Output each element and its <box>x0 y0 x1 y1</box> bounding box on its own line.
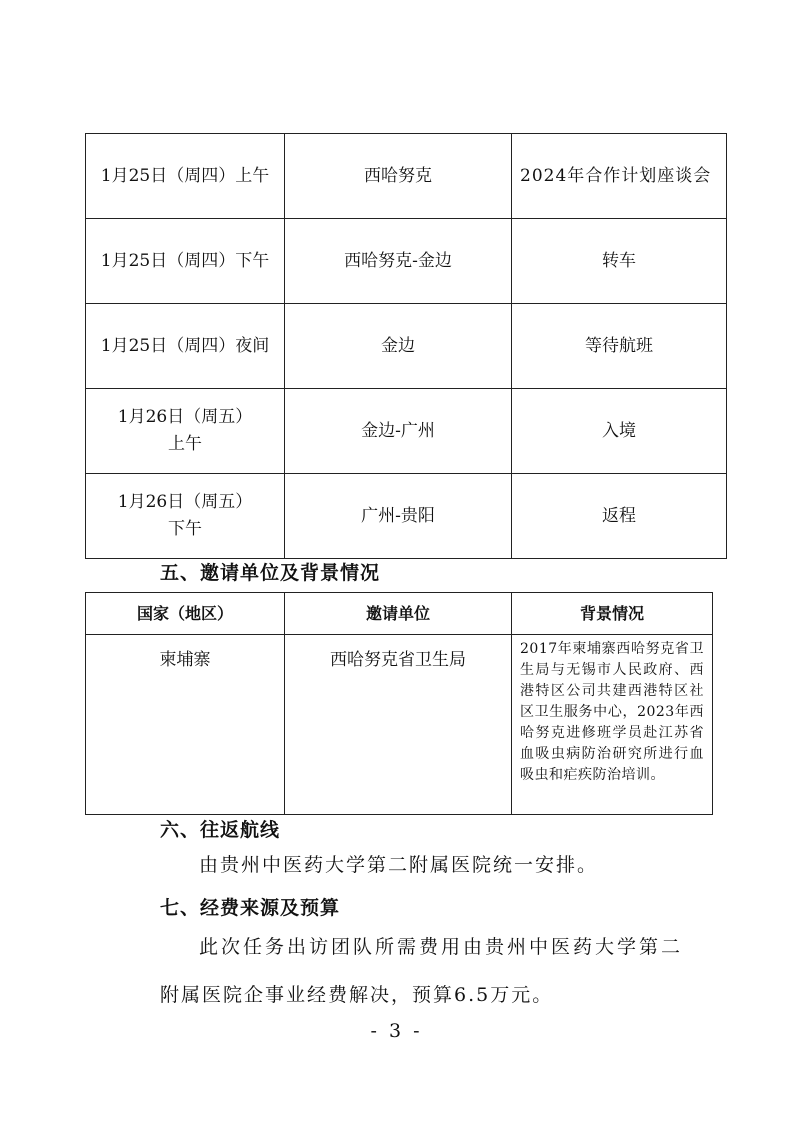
schedule-activity: 返程 <box>512 474 727 559</box>
section-heading-funding: 七、经费来源及预算 <box>160 897 341 919</box>
table-row <box>86 635 713 815</box>
section-heading-route: 六、往返航线 <box>160 819 281 841</box>
header-country: 国家（地区） <box>86 593 285 635</box>
page-number: - 3 - <box>370 1020 423 1042</box>
background-cell: 2017年柬埔寨西哈努克省卫生局与无锡市人民政府、西港特区公司共建西港特区社区卫生服务中心，2023年西哈努克进修班学员赴江苏省血吸虫病防治研究所进行血吸虫和疟疾防治培训。 <box>512 635 713 815</box>
schedule-date: 1月26日（周五） <box>117 407 253 427</box>
invitation-table <box>85 592 713 815</box>
header-inviter: 邀请单位 <box>285 593 512 635</box>
inviter-cell: 西哈努克省卫生局 <box>285 635 512 815</box>
schedule-time: 1月25日（周四）上午 <box>86 134 285 219</box>
table-row <box>86 304 727 389</box>
schedule-activity: 等待航班 <box>512 304 727 389</box>
schedule-time: 1月25日（周四）下午 <box>86 219 285 304</box>
table-row <box>86 134 727 219</box>
schedule-place: 西哈努克-金边 <box>285 219 512 304</box>
schedule-place: 西哈努克 <box>285 134 512 219</box>
funding-paragraph-line1: 此次任务出访团队所需费用由贵州中医药大学第二 <box>199 936 684 958</box>
schedule-activity: 2024年合作计划座谈会 <box>512 134 727 219</box>
country-cell: 柬埔寨 <box>86 635 285 815</box>
schedule-time <box>86 474 285 559</box>
schedule-place: 金边-广州 <box>285 389 512 474</box>
section-heading-invitation: 五、邀请单位及背景情况 <box>160 562 381 584</box>
schedule-place: 金边 <box>285 304 512 389</box>
funding-paragraph-line2: 附属医院企事业经费解决，预算6.5万元。 <box>160 984 554 1006</box>
schedule-date: 1月26日（周五） <box>117 492 253 512</box>
schedule-place: 广州-贵阳 <box>285 474 512 559</box>
schedule-time <box>86 389 285 474</box>
schedule-activity: 入境 <box>512 389 727 474</box>
table-row <box>86 219 727 304</box>
table-row <box>86 474 727 559</box>
schedule-activity: 转车 <box>512 219 727 304</box>
schedule-period: 下午 <box>168 519 202 539</box>
table-header-row <box>86 593 713 635</box>
route-paragraph: 由贵州中医药大学第二附属医院统一安排。 <box>199 854 599 876</box>
table-row <box>86 389 727 474</box>
header-background: 背景情况 <box>512 593 713 635</box>
schedule-period: 上午 <box>168 434 202 454</box>
schedule-time: 1月25日（周四）夜间 <box>86 304 285 389</box>
schedule-table <box>85 133 727 559</box>
